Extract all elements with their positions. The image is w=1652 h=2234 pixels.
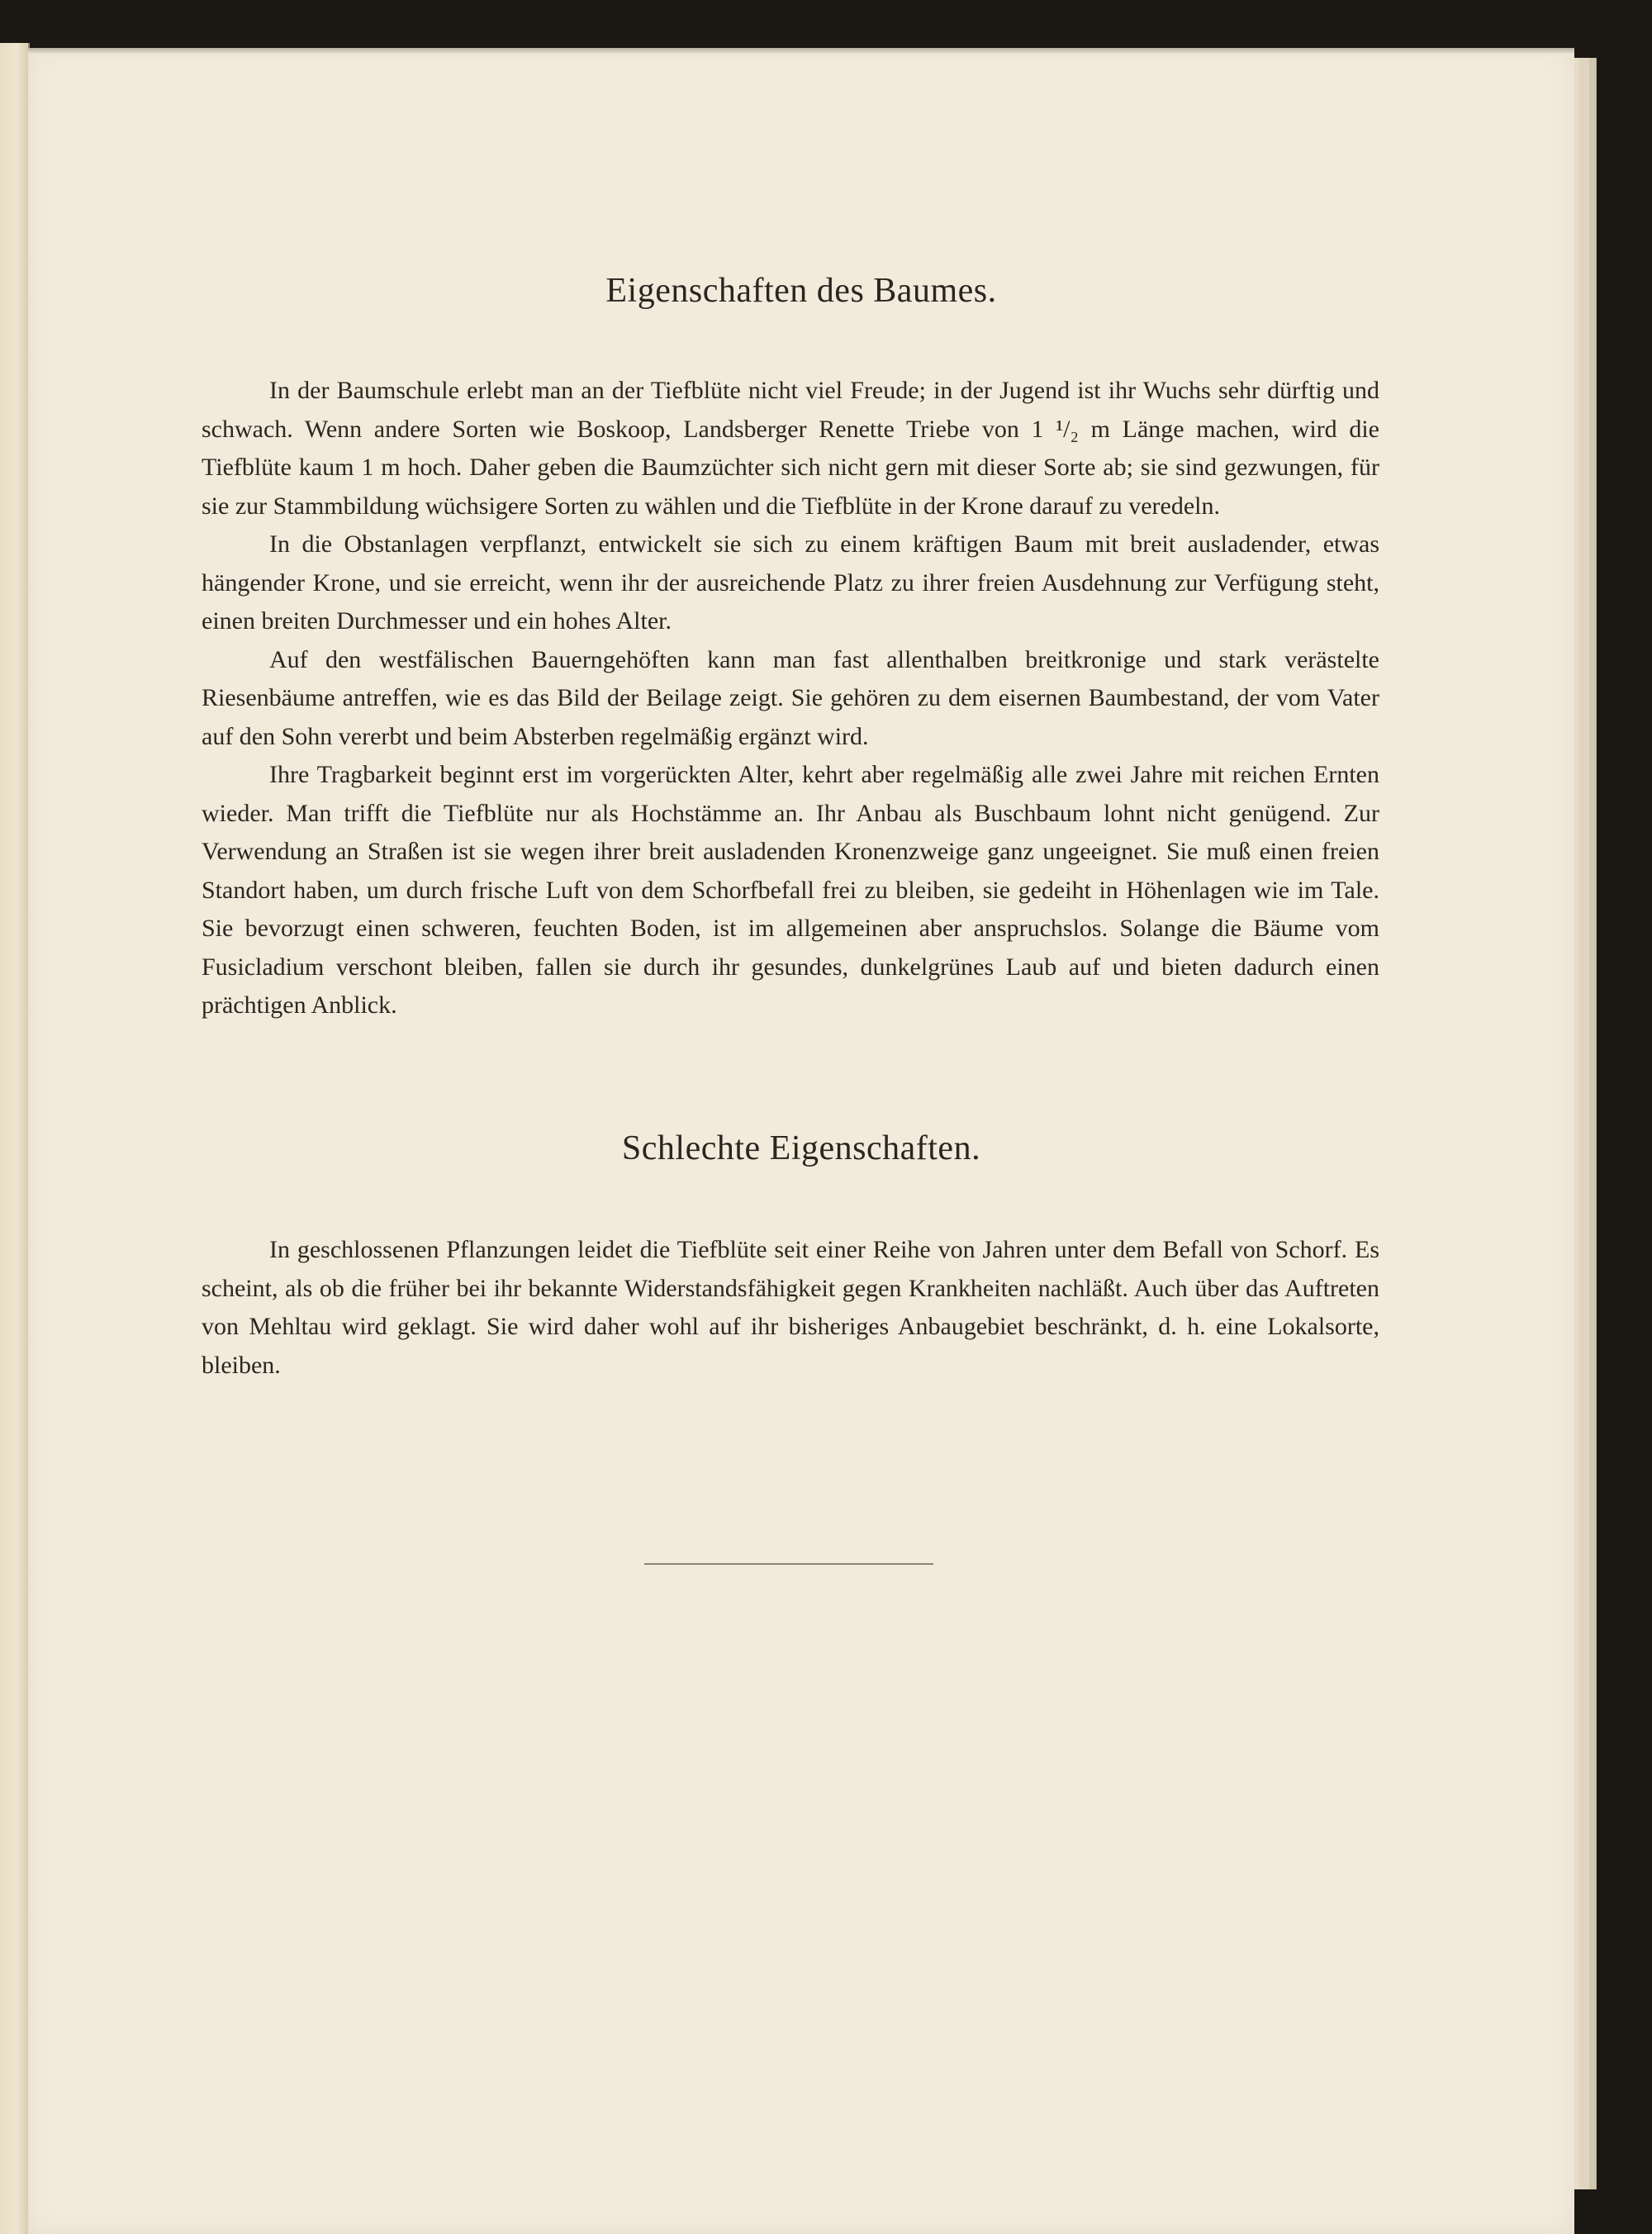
paragraph: Auf den westfälischen Bauerngehöften kann man fast allenthalben breitkronige und stark verästelte Riesenbäume antreffen, wie es das Bild der Beilage zeigt. Sie gehören zu dem eisernen Baumbestand, der vom Vater auf den Sohn vererbt und beim Absterben regelmäßig ergänzt wird.	[202, 645, 1379, 750]
section-heading-bad-properties: Schlechte Eigenschaften.	[621, 1129, 981, 1167]
section-body-bad-properties	[202, 1231, 1379, 1385]
end-divider	[644, 1563, 933, 1565]
page-stack-edge	[1589, 58, 1597, 2189]
page-top-edge	[28, 48, 1574, 55]
paragraph: In der Baumschule erlebt man an der Tiefblüte nicht viel Freude; in der Jugend ist ihr Wuchs sehr dürftig und schwach. Wenn andere Sorten wie Boskoop, Landsberger Renette Triebe von 1 ¹/₂ m Länge machen, wird die Tiefblüte kaum 1 m hoch. Daher geben die Baumzüchter sich nicht gern mit dieser Sorte ab; sie sind gezwungen, für sie zur Stammbildung wüchsigere Sorten zu wählen und die Tiefblüte in der Krone darauf zu veredeln.	[202, 377, 1379, 520]
paragraph: In geschlossenen Pflanzungen leidet die Tiefblüte seit einer Reihe von Jahren unter dem Befall von Schorf. Es scheint, als ob die früher bei ihr bekannte Widerstandsfähigkeit gegen Krankheiten nachläßt. Auch über das Auftreten von Mehltau wird geklagt. Sie wird daher wohl auf ihr bisheriges Anbaugebiet beschränkt, d. h. eine Lokalsorte, bleiben.	[202, 1236, 1379, 1379]
book-page	[28, 48, 1574, 2234]
section-body-properties	[202, 372, 1379, 1025]
paragraph: Ihre Tragbarkeit beginnt erst im vorgerückten Alter, kehrt aber regelmäßig alle zwei Jahre mit reichen Ernten wieder. Man trifft die Tiefblüte nur als Hochstämme an. Ihr Anbau als Buschbaum lohnt nicht genügend. Zur Verwendung an Straßen ist sie wegen ihrer breit ausladenden Kronenzweige ganz ungeeignet. Sie muß einen freien Standort haben, um durch frische Luft von dem Schorfbefall frei zu bleiben, sie gedeiht in Höhenlagen wie im Tale. Sie bevorzugt einen schweren, feuchten Boden, ist im allgemeinen aber anspruchslos. Solange die Bäume vom Fusicladium verschont bleiben, fallen sie durch ihr gesundes, dunkelgrünes Laub auf und bieten dadurch einen prächtigen Anblick.	[202, 761, 1379, 1019]
paragraph: In die Obstanlagen verpflanzt, entwickelt sie sich zu einem kräftigen Baum mit breit ausladender, etwas hängender Krone, und sie erreicht, wenn ihr der ausreichende Platz zu ihrer freien Ausdehnung zur Verfügung steht, einen breiten Durchmesser und ein hohes Alter.	[202, 530, 1379, 635]
previous-page-edge	[0, 43, 30, 2234]
section-heading-properties: Eigenschaften des Baumes.	[605, 272, 997, 310]
